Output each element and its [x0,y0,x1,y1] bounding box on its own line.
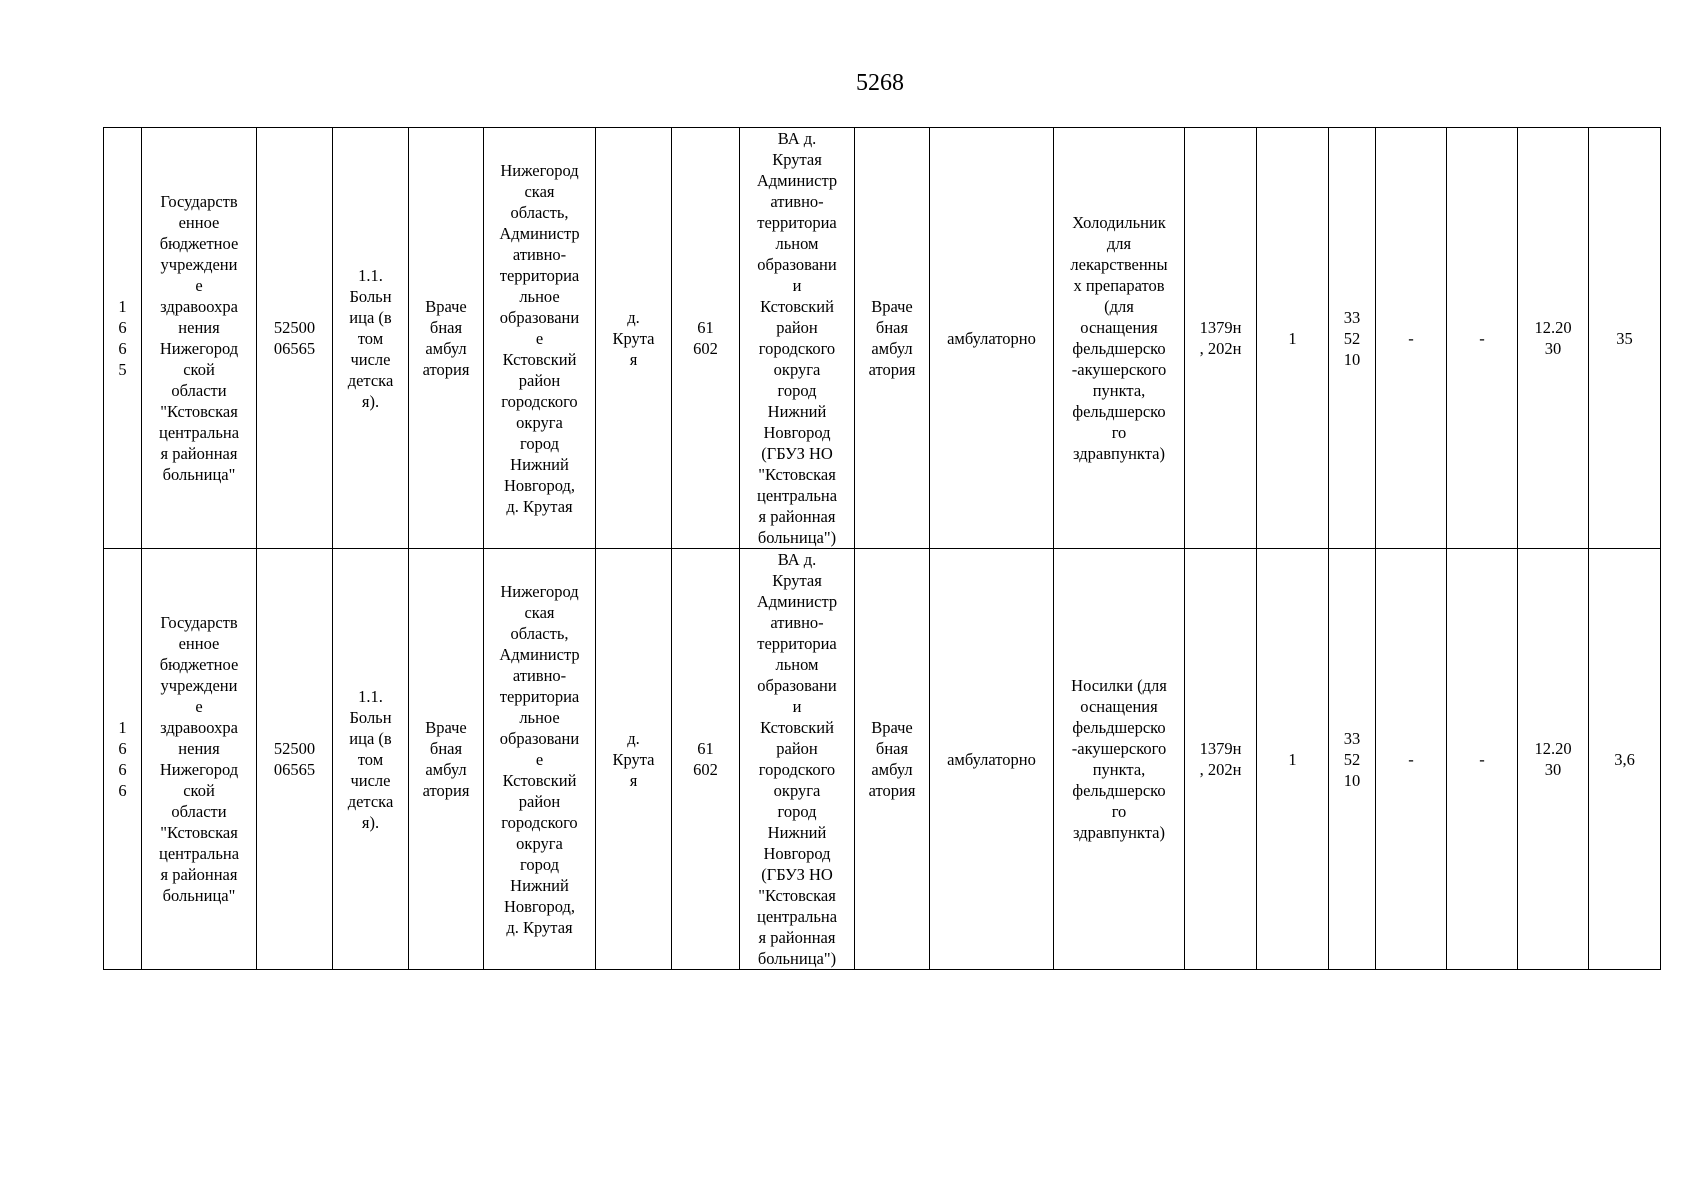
locality: д. Крута я [596,549,672,970]
equipment: Холодильник для лекарственны х препаратов (для оснащения фельдшерско -акушерского пункта, фельдшерско го здравпункта) [1054,128,1185,549]
organization: Государств енное бюджетное учреждени е здравоохра нения Нижегород ской области "Кстовская центральна я районная больница" [142,549,257,970]
unit-type: Враче бная амбул атория [409,549,484,970]
date: 12.20 30 [1518,128,1589,549]
facility-type: 1.1. Больн ица (в том числе детска я). [333,128,409,549]
care-condition: амбулаторно [930,128,1054,549]
value: 3,6 [1589,549,1661,970]
row-number: 1 6 6 6 [104,549,142,970]
unit-type: Враче бная амбул атория [409,128,484,549]
okpd-code: 33 52 10 [1329,549,1376,970]
table-row [104,128,1661,549]
quantity: 1 [1257,128,1329,549]
page-number: 5268 [856,70,904,96]
col-14: - [1447,549,1518,970]
value: 35 [1589,128,1661,549]
subdivision: Враче бная амбул атория [855,128,930,549]
okpd-code: 33 52 10 [1329,128,1376,549]
row-number: 1 6 6 5 [104,128,142,549]
registry-table [103,127,1661,970]
col-13: - [1376,128,1447,549]
org-code: 52500 06565 [257,549,333,970]
col-13: - [1376,549,1447,970]
table-row [104,549,1661,970]
facility-type: 1.1. Больн ица (в том числе детска я). [333,549,409,970]
address: Нижегород ская область, Администр ативно- территориа льное образовани е Кстовский район городского округа город Нижний Новгород, д. Крутая [484,549,596,970]
oktmo: 61 602 [672,549,740,970]
col-14: - [1447,128,1518,549]
equipment: Носилки (для оснащения фельдшерско -акушерского пункта, фельдшерско го здравпункта) [1054,549,1185,970]
order-ref: 1379н , 202н [1185,549,1257,970]
address: Нижегород ская область, Администр ативно- территориа льное образовани е Кстовский район городского округа город Нижний Новгород, д. Крутая [484,128,596,549]
date: 12.20 30 [1518,549,1589,970]
subdivision: Враче бная амбул атория [855,549,930,970]
locality: д. Крута я [596,128,672,549]
quantity: 1 [1257,549,1329,970]
organization: Государств енное бюджетное учреждени е здравоохра нения Нижегород ской области "Кстовская центральна я районная больница" [142,128,257,549]
org-code: 52500 06565 [257,128,333,549]
facility-name: ВА д. Крутая Администр ативно- территориа льном образовани и Кстовский район городского округа город Нижний Новгород (ГБУЗ НО "Кстовская центральна я районная больница") [740,128,855,549]
oktmo: 61 602 [672,128,740,549]
facility-name: ВА д. Крутая Администр ативно- территориа льном образовани и Кстовский район городского округа город Нижний Новгород (ГБУЗ НО "Кстовская центральна я районная больница") [740,549,855,970]
order-ref: 1379н , 202н [1185,128,1257,549]
care-condition: амбулаторно [930,549,1054,970]
